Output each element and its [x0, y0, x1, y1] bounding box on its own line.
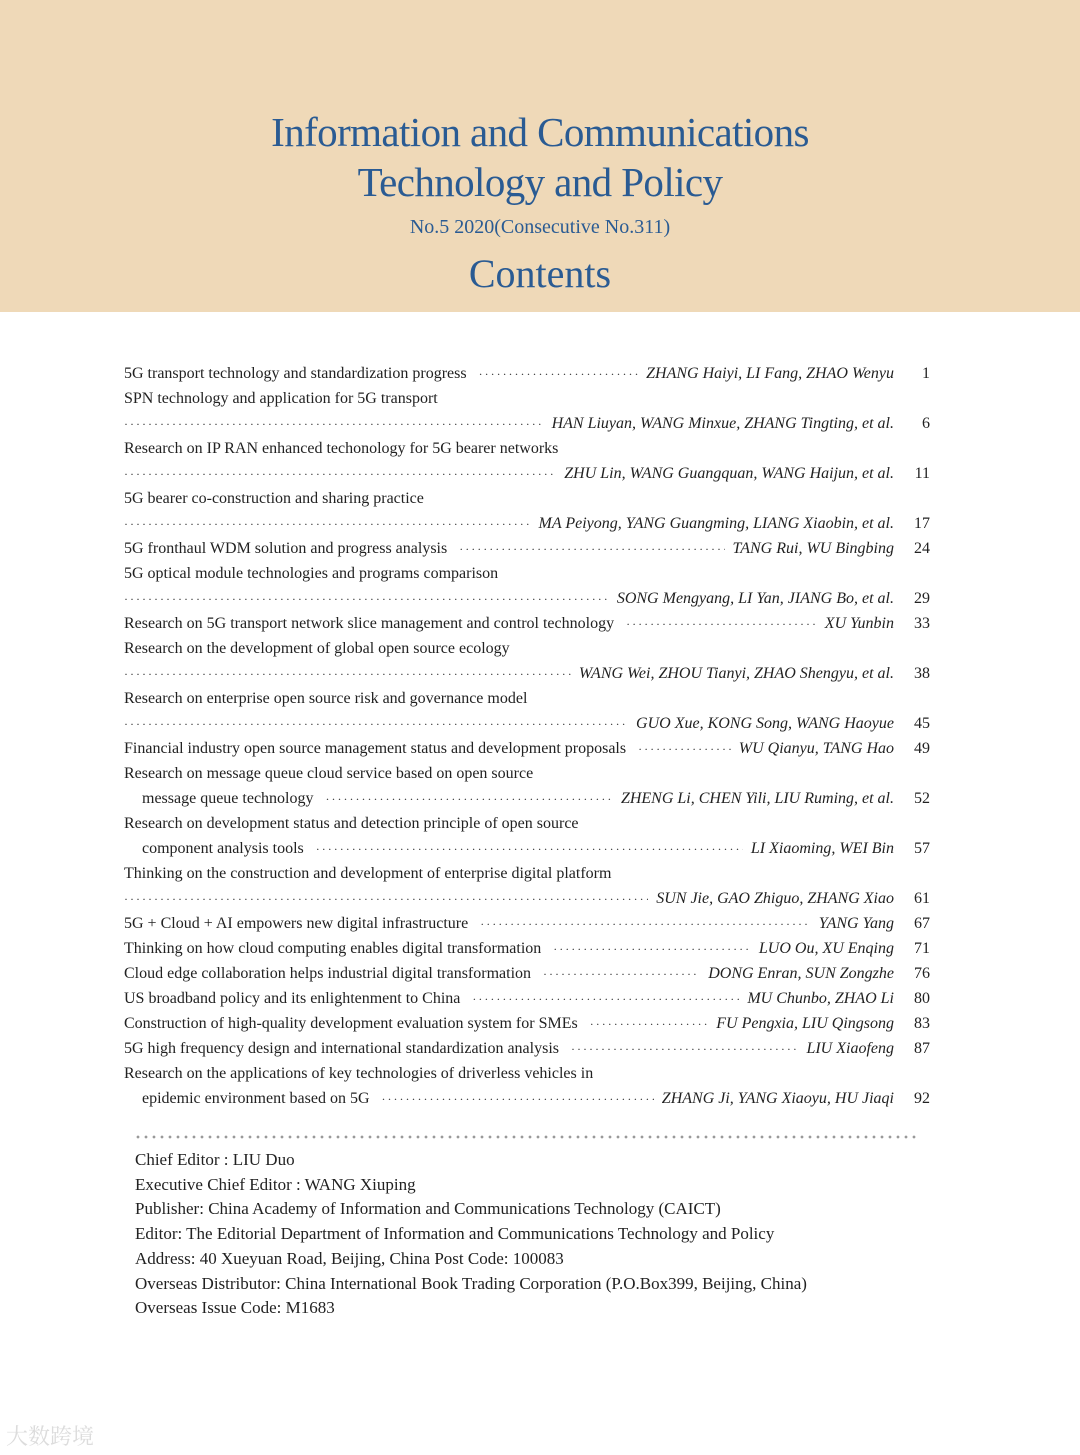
dot-leader	[479, 367, 639, 382]
dot-leader	[124, 717, 628, 732]
dot-leader	[326, 792, 613, 807]
dot-leader	[590, 1017, 709, 1032]
dot-leader	[638, 742, 731, 757]
dot-leader	[124, 467, 556, 482]
toc-entry-title: SPN technology and application for 5G transport	[124, 390, 438, 407]
toc-entry-title: Research on the development of global open source ecology	[124, 640, 510, 657]
journal-title-line2: Technology and Policy	[357, 159, 723, 205]
toc-entry-authors: LIU Xiaofeng	[806, 1040, 894, 1057]
dot-leader	[124, 592, 609, 607]
dot-leader	[553, 942, 751, 957]
issue-number: No.5 2020(Consecutive No.311)	[409, 216, 671, 238]
toc-entry-page: 6	[922, 415, 930, 432]
toc-entry-title: 5G optical module technologies and programs comparison	[124, 565, 499, 582]
toc-entry-page: 29	[914, 590, 930, 607]
ornamental-divider	[134, 1133, 920, 1141]
chief-editor: Chief Editor : LIU Duo	[135, 1150, 295, 1169]
toc-entry	[142, 1090, 930, 1115]
toc-entry-authors: ZHENG Li, CHEN Yili, LIU Ruming, et al.	[620, 790, 894, 807]
toc-entry-page: 45	[914, 715, 930, 732]
dot-leader	[382, 1092, 654, 1107]
toc-entry-title: Thinking on how cloud computing enables digital transformation	[124, 940, 542, 957]
toc-entry-title: Thinking on the construction and development of enterprise digital platform	[124, 865, 612, 882]
toc-entry-page: 61	[914, 890, 930, 907]
toc-entry-title: Research on the applications of key technologies of driverless vehicles in	[124, 1065, 594, 1082]
toc-entry	[124, 665, 930, 690]
toc-entry-page: 1	[922, 365, 930, 382]
toc-entry-title: Research on message queue cloud service based on open source	[124, 765, 534, 782]
toc-entry-title: 5G + Cloud + AI empowers new digital infrastructure	[124, 915, 469, 932]
toc-entry-title: Construction of high-quality development evaluation system for SMEs	[124, 1015, 578, 1032]
toc-entry-page: 52	[914, 790, 930, 807]
toc-entry	[124, 1040, 930, 1065]
toc-entry-page: 80	[914, 990, 930, 1007]
toc-entry	[124, 890, 930, 915]
overseas-issue-code: Overseas Issue Code: M1683	[135, 1298, 335, 1317]
dot-leader	[459, 542, 724, 557]
toc-entry-authors: GUO Xue, KONG Song, WANG Haoyue	[636, 715, 894, 732]
toc-entry-page: 17	[914, 515, 930, 532]
contents-heading: Contents	[468, 251, 612, 296]
toc-entry-authors: ZHANG Ji, YANG Xiaoyu, HU Jiaqi	[661, 1090, 894, 1107]
toc-entry-authors: HAN Liuyan, WANG Minxue, ZHANG Tingting, et al.	[551, 415, 894, 432]
toc-entry-title: Cloud edge collaboration helps industrial digital transformation	[124, 965, 532, 982]
toc-entry-title: Financial industry open source management status and development proposals	[124, 740, 627, 757]
editor: Editor: The Editorial Department of Information and Communications Technology and Policy	[135, 1224, 775, 1243]
toc-entry	[124, 365, 930, 390]
toc-entry-authors: WANG Wei, ZHOU Tianyi, ZHAO Shengyu, et al.	[578, 665, 894, 682]
toc-entry-authors: MU Chunbo, ZHAO Li	[747, 990, 894, 1007]
dot-leader	[543, 967, 700, 982]
toc-entry-authors: ZHANG Haiyi, LI Fang, ZHAO Wenyu	[646, 365, 894, 382]
toc-entry-authors: SUN Jie, GAO Zhiguo, ZHANG Xiao	[656, 890, 894, 907]
toc-entry	[142, 840, 930, 865]
toc-entry-page: 83	[914, 1015, 930, 1032]
dot-leader	[571, 1042, 798, 1057]
toc-entry-authors: XU Yunbin	[824, 615, 894, 632]
toc-entry-page: 87	[914, 1040, 930, 1057]
toc-entry-title: 5G high frequency design and international standardization analysis	[124, 1040, 559, 1057]
toc-entry-page: 76	[914, 965, 930, 982]
toc-entry-page: 67	[914, 915, 930, 932]
toc-entry-title: component analysis tools	[142, 840, 304, 857]
toc-entry-page: 57	[914, 840, 930, 857]
toc-entry-title: 5G transport technology and standardization progress	[124, 365, 467, 382]
dot-leader	[480, 917, 811, 932]
toc-entry	[124, 540, 930, 565]
toc-entry-authors: TANG Rui, WU Bingbing	[732, 540, 894, 557]
dot-leader	[124, 667, 571, 682]
watermark: 大数跨境	[6, 1425, 95, 1450]
toc-entry-title: Research on IP RAN enhanced techonology for 5G bearer networks	[124, 440, 559, 457]
toc-entry	[124, 1015, 930, 1040]
toc-entry-authors: ZHU Lin, WANG Guangquan, WANG Haijun, et al.	[564, 465, 894, 482]
toc-entry	[124, 965, 930, 990]
address: Address: 40 Xueyuan Road, Beijing, China Post Code: 100083	[135, 1249, 564, 1268]
toc-entry-page: 49	[914, 740, 930, 757]
toc-entry	[124, 940, 930, 965]
toc-entry	[124, 715, 930, 740]
toc-entry-page: 71	[914, 940, 930, 957]
toc-entry	[124, 465, 930, 490]
toc-entry	[124, 740, 930, 765]
toc-entry-title: epidemic environment based on 5G	[142, 1090, 370, 1107]
toc-entry	[124, 590, 930, 615]
toc-entry-title: 5G fronthaul WDM solution and progress analysis	[124, 540, 448, 557]
toc-entry-page: 11	[914, 465, 930, 482]
dot-leader	[124, 417, 544, 432]
toc-entry-authors: FU Pengxia, LIU Qingsong	[716, 1015, 894, 1032]
toc-entry-authors: LI Xiaoming, WEI Bin	[750, 840, 894, 857]
toc-entry-authors: DONG Enran, SUN Zongzhe	[708, 965, 894, 982]
toc-entry-authors: LUO Ou, XU Enqing	[758, 940, 894, 957]
dot-leader	[124, 517, 531, 532]
toc-entry-page: 24	[914, 540, 930, 557]
toc-entry-title: Research on development status and detection principle of open source	[124, 815, 579, 832]
toc-entry-page: 33	[914, 615, 930, 632]
journal-title-line1: Information and Communications	[271, 109, 809, 155]
toc-entry-title: Research on enterprise open source risk and governance model	[124, 690, 528, 707]
toc-entry-authors: SONG Mengyang, LI Yan, JIANG Bo, et al.	[616, 590, 894, 607]
toc-entry	[124, 615, 930, 640]
toc-entry-page: 38	[914, 665, 930, 682]
toc-entry-authors: WU Qianyu, TANG Hao	[738, 740, 894, 757]
dot-leader	[124, 892, 648, 907]
dot-leader	[472, 992, 739, 1007]
toc-entry	[124, 515, 930, 540]
overseas-distributor: Overseas Distributor: China International Book Trading Corporation (P.O.Box399, Beijing, China)	[135, 1274, 807, 1293]
toc-entry-title: Research on 5G transport network slice management and control technology	[124, 615, 615, 632]
toc-entry	[142, 790, 930, 815]
toc-entry-title: US broadband policy and its enlightenment to China	[124, 990, 461, 1007]
dot-leader	[626, 617, 817, 632]
toc-entry	[124, 915, 930, 940]
executive-chief-editor: Executive Chief Editor : WANG Xiuping	[135, 1175, 416, 1194]
toc-entry-authors: YANG Yang	[818, 915, 894, 932]
publisher: Publisher: China Academy of Information and Communications Technology (CAICT)	[135, 1199, 721, 1218]
toc-entry-authors: MA Peiyong, YANG Guangming, LIANG Xiaobin, et al.	[538, 515, 894, 532]
toc-entry-title: 5G bearer co-construction and sharing practice	[124, 490, 424, 507]
toc-entry	[124, 415, 930, 440]
toc-entry-title: message queue technology	[142, 790, 314, 807]
toc-entry-page: 92	[914, 1090, 930, 1107]
dot-leader	[316, 842, 743, 857]
toc-entry	[124, 990, 930, 1015]
